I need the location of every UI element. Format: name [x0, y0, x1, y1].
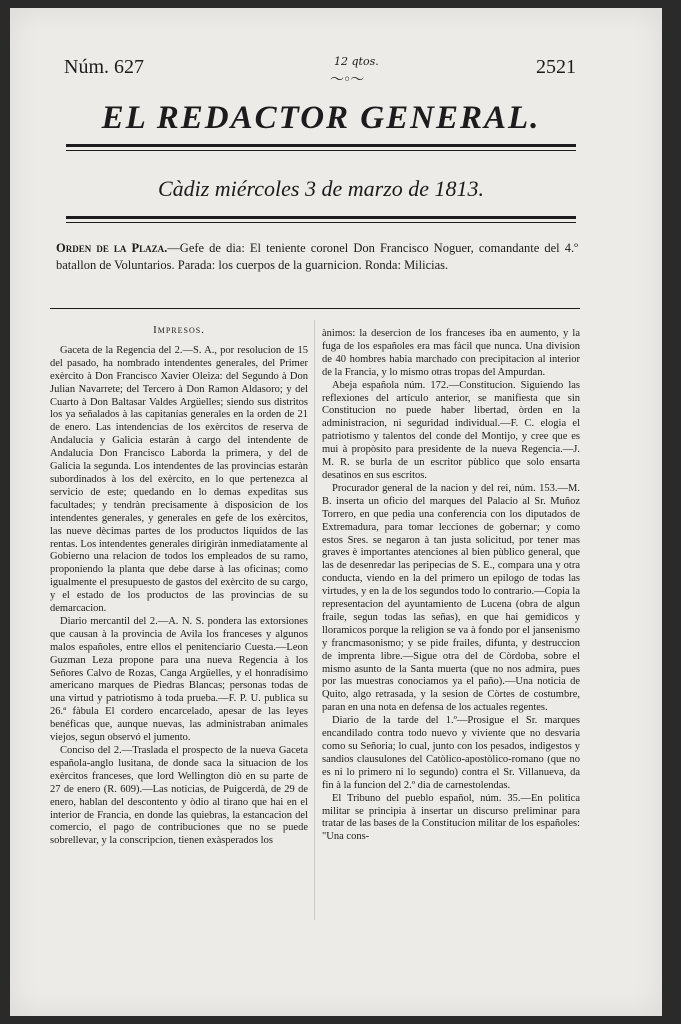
- newspaper-title: EL REDACTOR GENERAL.: [101, 100, 541, 136]
- article-abeja: Abeja española núm. 172.—Constitucion. Siguiendo las reflexiones del artículo anterior, se manifiesta que sin Constitucion no puede haber libertad, òrden en la administracion, ni seguridad individual.—F. C. elogia el patriotismo y talentos del conde del Montijo, y cree que es mui à propòsito para presidente de la nueva Regencia.—J. M. R. se burla de un escritor pùblico que solo ensarta desatinos en sus escritos.: [322, 379, 580, 481]
- ornament-icon: 〜◦〜: [330, 72, 364, 88]
- issue-number: Núm. 627: [64, 56, 144, 78]
- title-rule-top: [66, 144, 576, 147]
- left-column: [50, 324, 308, 848]
- orden-text: —Gefe de dia: El teniente coronel Don Francisco Noguer, comandante del 4.º batallon de Voluntarios. Parada: los cuerpos de la guarnicion. Ronda: Milicias.: [56, 241, 578, 272]
- right-column: [322, 328, 580, 844]
- article-continuation: ànimos: la desercion de los franceses iba en aumento, y la fuga de los españoles era mas fàcil que nunca. Una division de 40 hombres habia marchado con precipitacion al interior de la Francia, y lo mismo otras tropas del Ampurdan.: [322, 328, 580, 378]
- article-diario-tarde: Diario de la tarde del 1.º—Prosigue el Sr. marques encandilado contra todo nuevo y viviente que no desvaria como su Señoria; lo cual, junto con los pesados, indigestos y sandios clausulones del Catòlico-apostòlico-romano (que no es ni lo primero ni lo segundo) contra el Sr. Villanueva, da fin à la funcion del 2.º dia de carnestolendas.: [322, 715, 580, 791]
- section-rule: [50, 308, 580, 309]
- article-tribuno: El Tribuno del pueblo español, núm. 35.—En politica militar se principia à insertar un discurso preliminar para tratar de las bases de la Constitucion militar de los españoles: "Una cons-: [322, 792, 580, 843]
- masthead: [54, 52, 576, 88]
- orden-label: Orden de la Plaza.: [56, 241, 168, 255]
- newspaper-page: [10, 8, 662, 1016]
- orden-de-la-plaza: [56, 240, 578, 274]
- dateline-rule-top: [66, 216, 576, 219]
- dateline: Càdiz miércoles 3 de marzo de 1813.: [157, 176, 485, 201]
- column-divider: [314, 320, 315, 920]
- article-procurador: Procurador general de la nacion y del rei, núm. 153.—M. B. inserta un oficio del marques del Palacio al Sr. Muñoz Torrero, en que pedia una conferencia con los diputados de Extremadura, para tomar lecciones de gobernar; y como estos Sres. se negaron à tan justa solicitud, por tener mas graves è importantes atenciones al bien pùblico general, que las de desenredar las peripecias de S. E., compara una y otra conducta, viendo en la del primero un epilogo de todas las virtudes, y en la de los segundos todo lo contrario.—Copia la representacion del ayuntamiento de Lucena (obra de algun fraile, segun todas las señas), en que hai gemidicos y lloramicos porque la religion se va à fondo por el jansenismo y francmasonismo; y se pide frailes, difunta, y destruccion de imprenta libre.—Sigue otra del de Còrdoba, sobre el mismo asunto de la Santa muerta (que no nos admira, pues por las muestras conociamos ya el paño).—Una noticia de Quito, algo retrasada, y la sesion de Còrtes de costumbre, paran en una nota en defensa de los actuales regentes.: [322, 482, 580, 714]
- price: 12 qtos.: [334, 55, 379, 68]
- article-diario-mercantil: Diario mercantil del 2.—A. N. S. pondera las extorsiones que causan à la provincia de Avila los franceses y algunos malos españoles, entre ellos el penitenciario Cuesta.—Leon Guzman Leza propone para una nueva Regencia à los Señores Calvo de Rozas, Canga Argüelles, y el honradísimo americano marques de Piedras Blancas; personas todas de una virtud y patriotismo à toda prueba.—F. P. U. publica su 26.ª fàbula El cordero encarcelado, apesar de las leyes benéficas que, aunque nuevas, las administraban animales viejos, segun observó el jumento.: [50, 615, 308, 744]
- article-gaceta: Gaceta de la Regencia del 2.—S. A., por resolucion de 15 del pasado, ha nombrado intendentes generales, del Primer exèrcito à Don Francisco Xavier Oleiza: del Segundo à Don Julian Navarrete; del Tercero à Don Ramon Aldasoro; y del Cuarto à Don Baltasar Valdes Argüelles; siendo sus distritos los ya señalados à las capitanías generales en la orden de 21 de enero. Las intendencias de los exèrcitos de reserva de Andalucia y Galicia estaràn à cargo del intendente de Andalucia Don Francisco Laborda la primera, y del de Galicia la segunda. Los intendentes de las provincias estaràn subordinados à los del exèrcito, en lo que pertenezca al servicio de este; quedando en lo demas expeditas sus facultades; y tendràn precisamente à disposicion de los intendentes generales, y generales en gefe de los exèrcitos, las nueve dècimas partes de los productos liquidos de las rentas. Los intendentes generales dirigiràn inmediatamente al Gobierno una relacion de todos los empleados de su ramo, proponiendo la planta que debe darse à las oficinas; como igualmente el presupuesto de gastos del exèrcito de su cargo, y el estado de los productos de las provincias de su demarcacion.: [50, 344, 308, 615]
- article-conciso: Conciso del 2.—Traslada el prospecto de la nueva Gaceta española-anglo lusitana, de donde saca la situacion de los exèrcitos franceses, que lord Wellington diò en su parte de 27 de enero (R. 609).—Las noticias, de Puigcerdà, de 29 de enero, hablan del descontento y òdio al tirano que hai en el interior de Francia, en donde las quiebras, la estancacion del comercio, el pago de contribuciones que no se puede sobrellevar, y la conscripcion, tienen exàsperados los: [50, 745, 308, 847]
- impresos-heading: Impresos.: [153, 324, 205, 336]
- title-rule-bottom: [66, 150, 576, 151]
- page-number: 2521: [536, 56, 576, 78]
- dateline-rule-bottom: [66, 222, 576, 223]
